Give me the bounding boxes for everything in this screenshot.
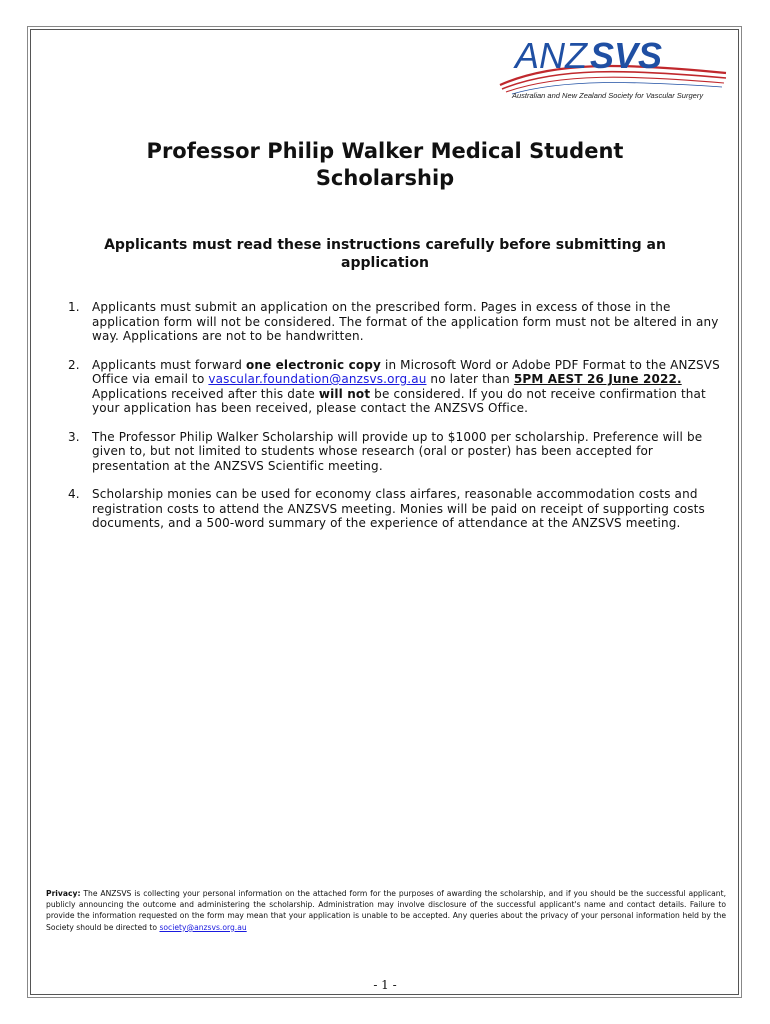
instruction-bold-electronic-copy: one electronic copy <box>245 357 382 372</box>
title-line-2: Scholarship <box>315 166 455 190</box>
instruction-text-c: no later than <box>426 372 514 386</box>
instruction-item <box>48 430 720 474</box>
privacy-text: The ANZSVS is collecting your personal information on the attached form for the purposes of awarding the scholarship, and if you should be the successful applicant, publicly announcing the outcome and administering the scholarship. Administration may involve disclosure of the successful applicant's name and contact details. Failure to provide the information requested on the form may mean that your application is unable to be accepted. Any queries about the privacy of your personal information held by the Society should be directed to <box>46 889 726 932</box>
page-number: - 1 - <box>373 978 397 992</box>
foundation-email-link[interactable]: vascular.foundation@anzsvs.org.au <box>208 372 427 386</box>
instructions-list <box>48 300 720 545</box>
instruction-item <box>48 358 720 416</box>
instruction-number: 1. <box>68 300 80 314</box>
instruction-item <box>48 487 720 531</box>
privacy-notice <box>46 888 726 933</box>
society-email-link[interactable]: society@anzsvs.org.au <box>159 922 247 932</box>
subtitle-line-2: application <box>341 255 429 271</box>
instruction-number: 3. <box>68 429 80 444</box>
subtitle-line-1: Applicants must read these instructions carefully before submitting an <box>104 237 666 253</box>
privacy-label: Privacy: <box>46 889 81 898</box>
instruction-text: The Professor Philip Walker Scholarship will provide up to $1000 per scholarship. Preference will be given to, but not limited to students whose research (oral or poster) has been accepted for presentation at the ANZSVS Scientific meeting. <box>92 429 703 473</box>
instruction-text-b: in Microsoft Word or Adobe PDF Format to the ANZSVS Office via email to <box>92 357 720 386</box>
instruction-text-d: Applications received after this date <box>92 386 319 401</box>
instruction-item <box>48 300 720 344</box>
deadline-text: 5PM AEST 26 June 2022. <box>513 372 682 386</box>
instruction-number: 2. <box>68 357 80 372</box>
instruction-text: Scholarship monies can be used for economy class airfares, reasonable accommodation costs and registration costs to attend the ANZSVS meeting. Monies will be paid on receipt of supporting costs documents, and a 500-word summary of the experience of attendance at the ANZSVS meeting. <box>92 487 705 530</box>
instruction-number: 4. <box>68 487 80 501</box>
logo-tagline: Australian and New Zealand Society for Vascular Surgery <box>512 91 704 100</box>
logo-text-svs: SVS <box>590 35 663 76</box>
instruction-text-a: Applicants must forward <box>92 357 246 372</box>
instruction-text: Applicants must submit an application on the prescribed form. Pages in excess of those in the application form will not be considered. The format of the application form must not be altered in any way. Applications are not to be handwritten. <box>92 300 719 343</box>
instruction-text-e: be considered. If you do not receive confirmation that your application has been received, please contact the ANZSVS Office. <box>92 386 706 415</box>
instruction-bold-will-not: will not <box>318 386 371 401</box>
instructions-heading <box>60 236 710 272</box>
title-line-1: Professor Philip Walker Medical Student <box>146 139 624 163</box>
document-title <box>100 138 670 192</box>
logo-text-anz: ANZ <box>515 35 587 76</box>
